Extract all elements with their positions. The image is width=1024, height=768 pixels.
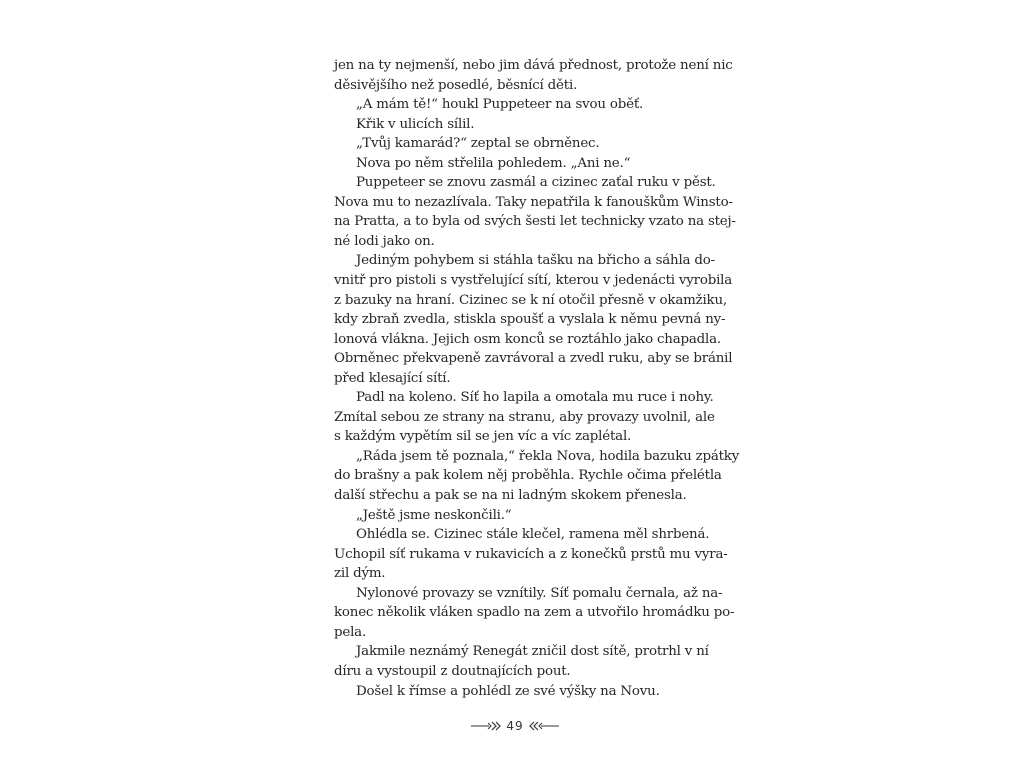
page-number: 49: [506, 719, 524, 733]
text-line: „Ještě jsme neskončili.“: [356, 507, 512, 523]
text-line: děsivějšího než posedlé, běsnící děti.: [334, 77, 578, 93]
text-line: do brašny a pak kolem něj proběhla. Rychle očima přelétla: [334, 468, 722, 484]
text-line: vnitř pro pistoli s vystřelující sítí, kterou v jedenácti vyrobila: [334, 273, 733, 289]
arrow-right-icon: [471, 721, 501, 731]
text-line: na Pratta, a to byla od svých šesti let technicky vzato na stej-: [334, 214, 736, 230]
text-line: Nova po něm střelila pohledem. „Ani ne.“: [356, 155, 631, 171]
text-line: Jediným pohybem si stáhla tašku na břicho a sáhla do-: [356, 253, 715, 269]
text-line: Zmítal sebou ze strany na stranu, aby provazy uvolnil, ale: [334, 409, 715, 425]
text-line: lonová vlákna. Jejich osm konců se roztáhlo jako chapadla.: [334, 331, 721, 347]
text-line: Nova mu to nezazlívala. Taky nepatřila k fanouškům Winsto-: [334, 194, 733, 210]
text-line: pela.: [334, 624, 367, 640]
page-footer: [470, 716, 560, 736]
text-line: né lodi jako on.: [334, 233, 435, 249]
text-line: kdy zbraň zvedla, stiskla spoušť a vyslala k němu pevná ny-: [334, 312, 726, 328]
body-text: [334, 56, 740, 701]
text-line: Ohlédla se. Cizinec stále klečel, ramena měl shrbená.: [356, 527, 710, 543]
text-line: zil dým.: [334, 566, 386, 582]
text-line: před klesající sítí.: [334, 370, 451, 386]
text-line: „Ráda jsem tě poznala,“ řekla Nova, hodila bazuku zpátky: [356, 448, 740, 464]
text-line: Křik v ulicích sílil.: [356, 116, 475, 132]
text-line: z bazuky na hraní. Cizinec se k ní otočil přesně v okamžiku,: [334, 292, 727, 308]
text-line: jen na ty nejmenší, nebo jim dává přednost, protože není nic: [334, 58, 733, 73]
text-line: Padl na koleno. Síť ho lapila a omotala mu ruce i nohy.: [356, 390, 714, 406]
text-line: další střechu a pak se na ni ladným skokem přenesla.: [334, 488, 687, 504]
text-line: Puppeteer se znovu zasmál a cizinec zaťal ruku v pěst.: [356, 175, 716, 191]
text-line: díru a vystoupil z doutnajících pout.: [334, 663, 571, 679]
text-line: s každým vypětím sil se jen víc a víc zaplétal.: [334, 429, 632, 445]
text-line: Obrněnec překvapeně zavrávoral a zvedl ruku, aby se bránil: [334, 351, 733, 367]
text-line: Došel k římse a pohlédl ze své výšky na Novu.: [356, 683, 660, 699]
text-line: Nylonové provazy se vznítily. Síť pomalu černala, až na-: [356, 585, 723, 601]
arrow-left-icon: [529, 721, 559, 731]
text-line: konec několik vláken spadlo na zem a utvořilo hromádku po-: [334, 605, 735, 621]
text-line: Jakmile neznámý Renegát zničil dost sítě, protrhl v ní: [356, 644, 709, 660]
text-line: „Tvůj kamarád?“ zeptal se obrněnec.: [356, 136, 600, 152]
text-line: „A mám tě!“ houkl Puppeteer na svou oběť.: [356, 97, 644, 113]
text-line: Uchopil síť rukama v rukavicích a z konečků prstů mu vyra-: [334, 546, 728, 562]
